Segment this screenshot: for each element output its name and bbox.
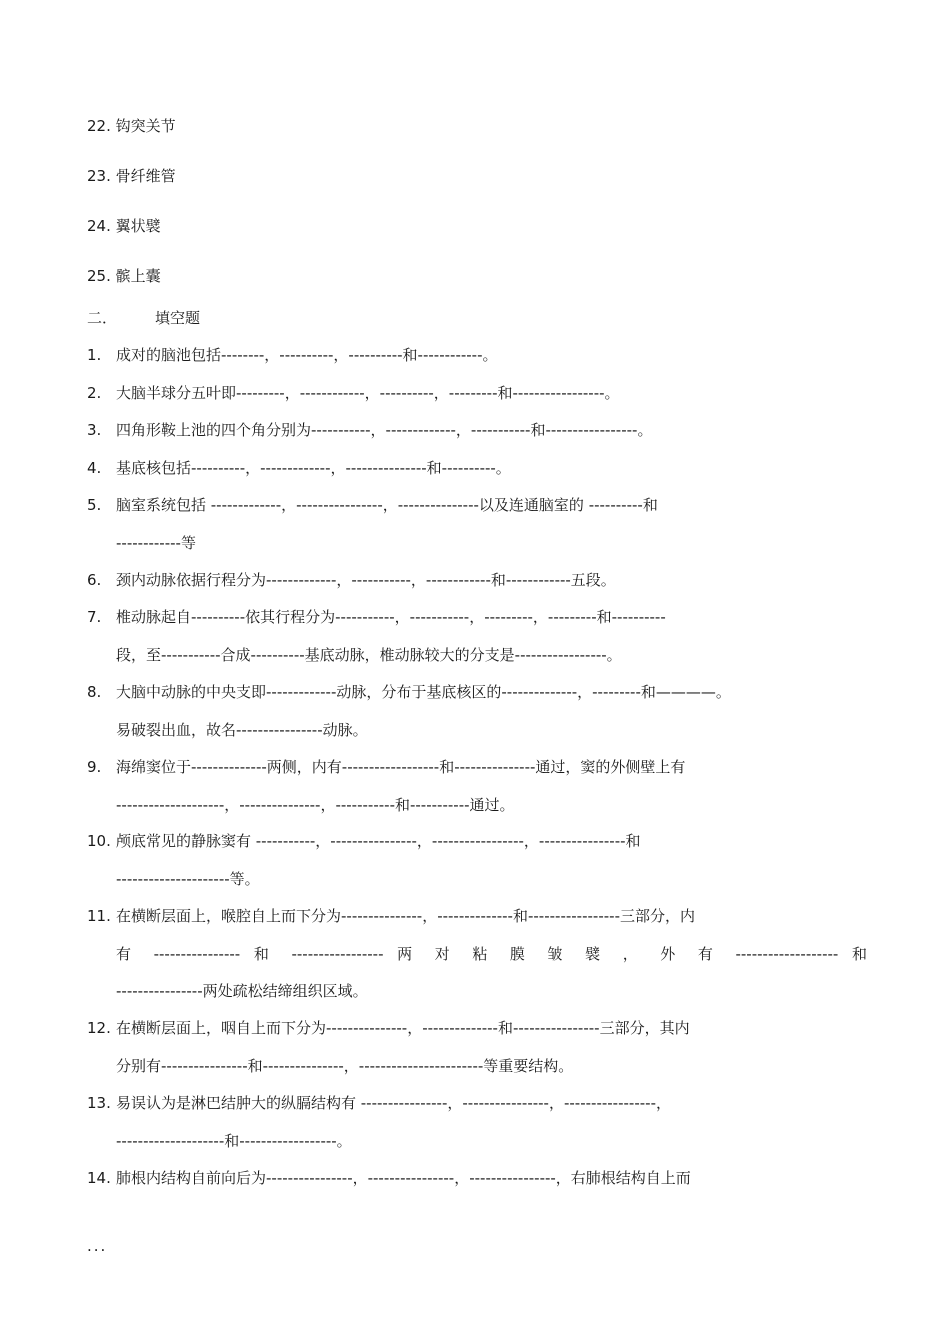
question-number: 10. — [87, 832, 111, 850]
question-line: 易误认为是淋巴结肿大的纵膈结构有 ----------------，----------------，-----------------， — [116, 1094, 671, 1112]
question-number: 8. — [87, 683, 102, 701]
question-line: 颅底常见的静脉窦有 -----------，----------------，-----------------，----------------和 — [116, 832, 641, 850]
section-heading — [87, 308, 200, 328]
question-9 — [87, 749, 867, 824]
question-line: 有 ---------------- 和 ----------------- 两 对 粘 膜 皱 襞 ， 外 有 ------------------- 和 — [116, 944, 867, 963]
question-line: --------------------，---------------，-----------和-----------通过。 — [116, 795, 515, 814]
question-7 — [87, 599, 867, 674]
question-number: 7. — [87, 608, 102, 626]
term-number: 23. — [87, 167, 111, 185]
term-number: 22. — [87, 117, 111, 135]
question-line: 基底核包括----------，-------------，---------------和----------。 — [116, 459, 511, 477]
question-number: 5. — [87, 496, 102, 514]
question-line: 成对的脑池包括--------，----------，----------和------------。 — [116, 346, 498, 364]
question-number: 11. — [87, 907, 111, 925]
question-line: 易破裂出血，故名----------------动脉。 — [116, 720, 368, 739]
question-6 — [87, 562, 867, 600]
question-line: 四角形鞍上池的四个角分别为-----------，-------------，-----------和-----------------。 — [116, 421, 653, 439]
question-13 — [87, 1085, 867, 1160]
section-title: 填空题 — [155, 309, 201, 327]
term-text: 髌上囊 — [115, 267, 161, 285]
question-line: 椎动脉起自----------依其行程分为-----------，-----------，---------，---------和---------- — [116, 608, 666, 626]
question-line: 肺根内结构自前向后为----------------，----------------，----------------，右肺根结构自上而 — [116, 1169, 691, 1187]
question-number: 14. — [87, 1169, 111, 1187]
question-line: ---------------------等。 — [116, 869, 260, 888]
question-12 — [87, 1010, 867, 1085]
question-10 — [87, 823, 867, 898]
question-number: 12. — [87, 1019, 111, 1037]
question-number: 2. — [87, 384, 102, 402]
term-text: 骨纤维管 — [115, 167, 176, 185]
question-line: 颈内动脉依据行程分为-------------，-----------，------------和------------五段。 — [116, 571, 616, 589]
term-24 — [87, 216, 161, 236]
question-line: 海绵窦位于--------------两侧，内有------------------和---------------通过，窦的外侧壁上有 — [116, 758, 686, 776]
question-11 — [87, 898, 867, 1011]
question-3 — [87, 412, 867, 450]
question-number: 4. — [87, 459, 102, 477]
question-number: 9. — [87, 758, 102, 776]
term-22 — [87, 116, 176, 136]
question-line: ------------等 — [116, 533, 196, 552]
question-line: --------------------和------------------。 — [116, 1131, 352, 1150]
question-2 — [87, 375, 867, 413]
question-line: 分别有----------------和---------------，-----------------------等重要结构。 — [116, 1056, 574, 1075]
term-text: 钩突关节 — [115, 117, 176, 135]
term-25 — [87, 266, 161, 286]
question-line: 大脑半球分五叶即---------，------------，----------，---------和-----------------。 — [116, 384, 620, 402]
question-4 — [87, 450, 867, 488]
term-number: 24. — [87, 217, 111, 235]
question-line: 在横断层面上，咽自上而下分为---------------，--------------和----------------三部分，其内 — [116, 1019, 690, 1037]
question-number: 6. — [87, 571, 102, 589]
section-number: 二． — [87, 309, 118, 327]
question-5 — [87, 487, 867, 562]
question-line: 大脑中动脉的中央支即-------------动脉，分布于基底核区的--------------，---------和————。 — [116, 683, 731, 701]
question-number: 1. — [87, 346, 102, 364]
question-number: 3. — [87, 421, 102, 439]
question-line: 段，至-----------合成----------基底动脉，椎动脉较大的分支是-----------------。 — [116, 645, 622, 664]
page-continuation-ellipsis: ... — [87, 1237, 108, 1255]
question-line: 脑室系统包括 -------------，----------------，---------------以及连通脑室的 ----------和 — [116, 496, 658, 514]
question-14 — [87, 1160, 867, 1198]
term-number: 25. — [87, 267, 111, 285]
term-text: 翼状襞 — [115, 217, 161, 235]
question-line: ----------------两处疏松结缔组织区域。 — [116, 982, 368, 1000]
question-line: 在横断层面上，喉腔自上而下分为---------------，--------------和-----------------三部分，内 — [116, 907, 695, 925]
term-23 — [87, 166, 176, 186]
question-8 — [87, 674, 867, 749]
question-1 — [87, 337, 867, 375]
question-number: 13. — [87, 1094, 111, 1112]
